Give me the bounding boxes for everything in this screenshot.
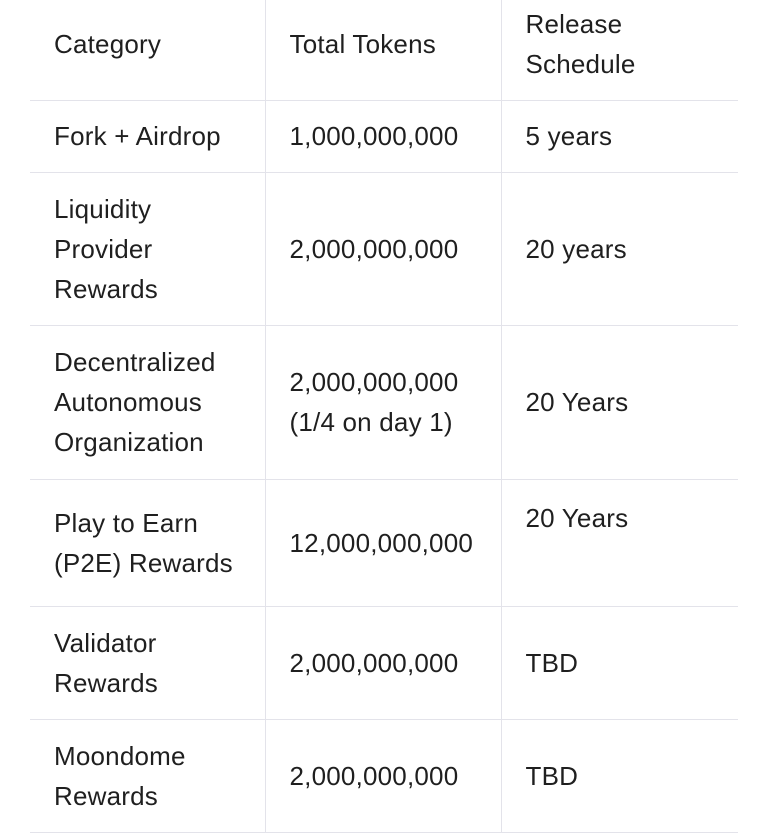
cell-release-schedule: 20 Years xyxy=(501,325,738,479)
table-row xyxy=(30,172,738,325)
header-release-schedule: Release Schedule xyxy=(501,0,738,100)
cell-total-tokens: 2,000,000,000 xyxy=(265,172,501,325)
cell-total-tokens: 2,000,000,000 xyxy=(265,606,501,719)
header-category: Category xyxy=(30,0,265,100)
cell-category: Play to Earn (P2E) Rewards xyxy=(30,479,265,606)
header-total-tokens: Total Tokens xyxy=(265,0,501,100)
cell-total-tokens: 12,000,000,000 xyxy=(265,479,501,606)
table-row xyxy=(30,100,738,172)
cell-release-schedule: 5 years xyxy=(501,100,738,172)
table-header-row xyxy=(30,0,738,100)
cell-category: Validator Rewards xyxy=(30,606,265,719)
token-allocation-table xyxy=(30,0,738,833)
cell-category: Liquidity Provider Rewards xyxy=(30,172,265,325)
cell-release-schedule: 20 Years xyxy=(501,479,738,606)
cell-release-schedule: TBD xyxy=(501,606,738,719)
cell-category: Fork + Airdrop xyxy=(30,100,265,172)
cell-total-tokens: 2,000,000,000 (1/4 on day 1) xyxy=(265,325,501,479)
table-row xyxy=(30,479,738,606)
table-row xyxy=(30,325,738,479)
cell-category: Decentralized Autonomous Organization xyxy=(30,325,265,479)
table-row xyxy=(30,606,738,719)
cell-total-tokens: 1,000,000,000 xyxy=(265,100,501,172)
cell-category: Moondome Rewards xyxy=(30,719,265,832)
cell-release-schedule: 20 years xyxy=(501,172,738,325)
cell-release-schedule: TBD xyxy=(501,719,738,832)
cell-total-tokens: 2,000,000,000 xyxy=(265,719,501,832)
table-row xyxy=(30,719,738,832)
